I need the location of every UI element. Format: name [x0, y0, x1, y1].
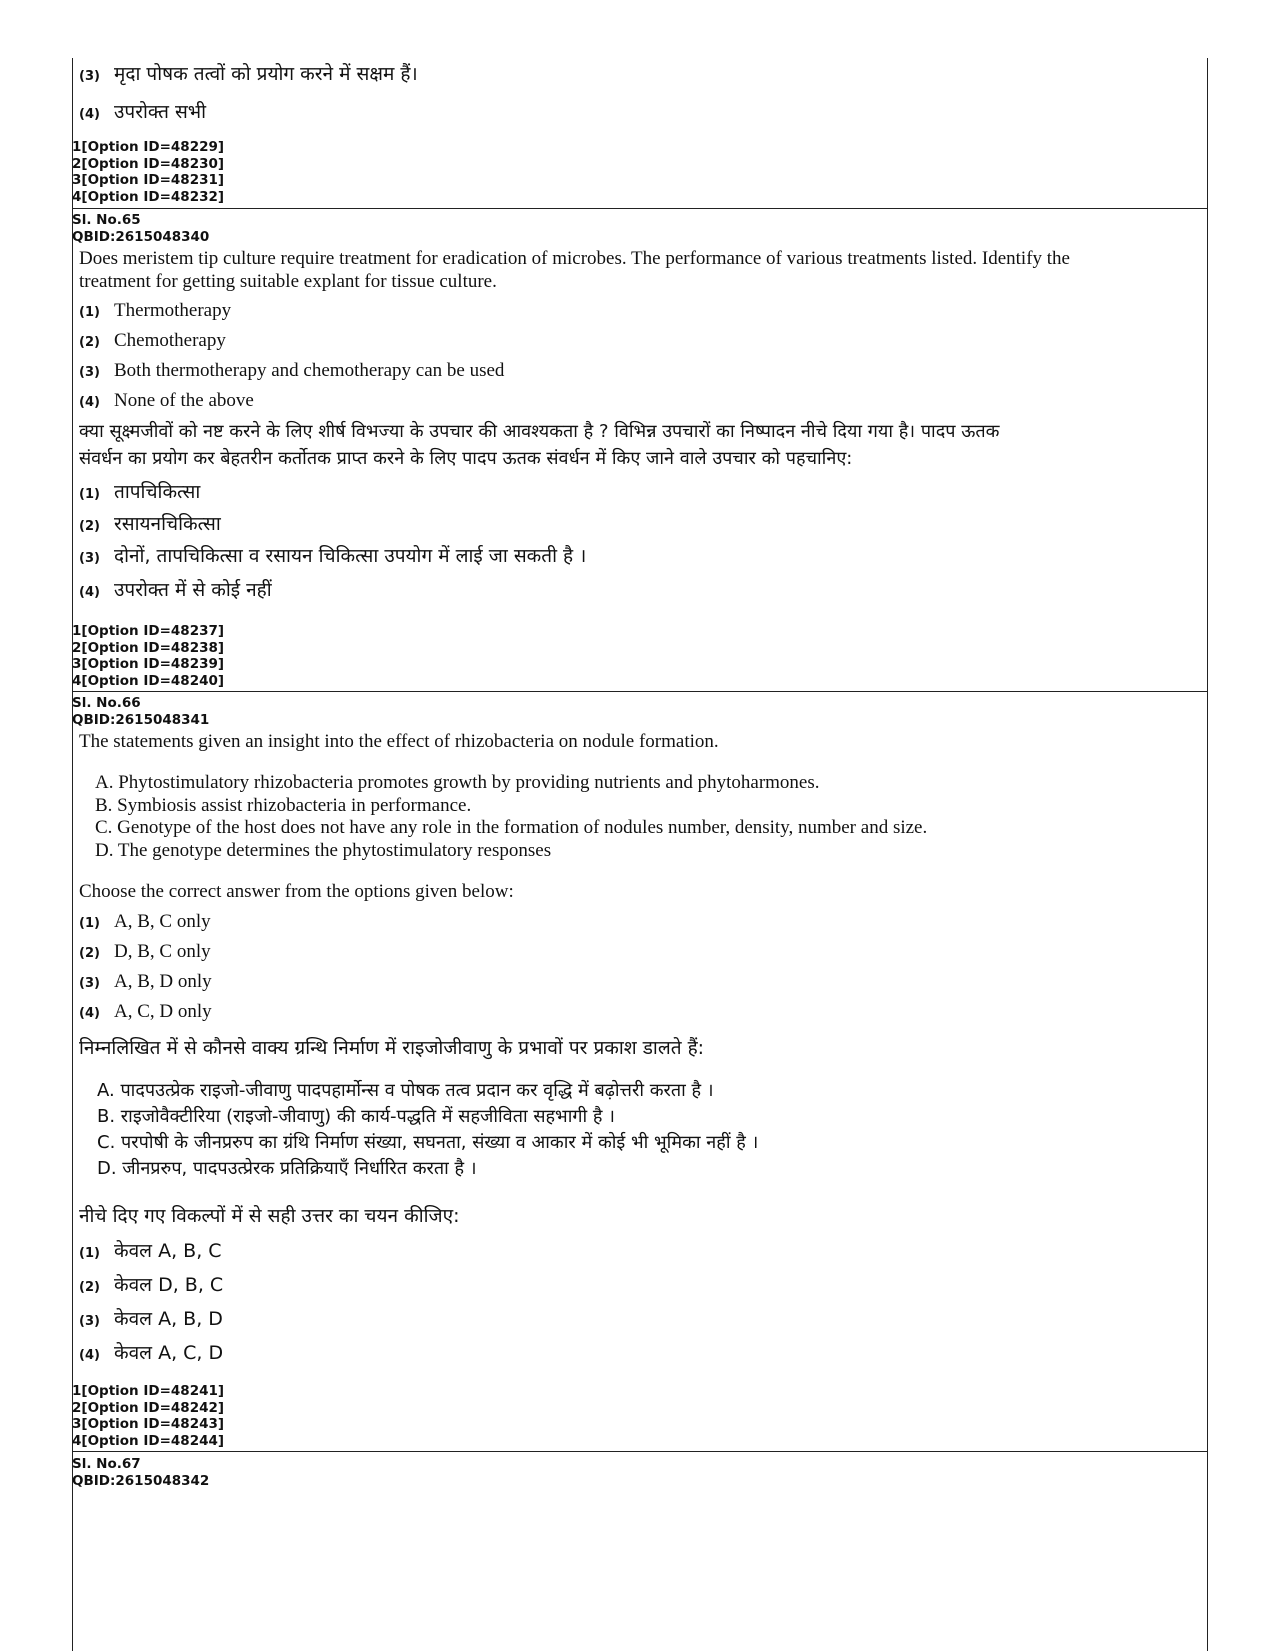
- q66-option-en-2: (2) D, B, C only: [79, 941, 211, 962]
- q65-option-en-4: (4) None of the above: [79, 390, 254, 411]
- q66-option-en-4: (4) A, C, D only: [79, 1001, 212, 1022]
- q65-stem-hi: क्या सूक्ष्मजीवों को नष्ट करने के लिए शीर्ष विभज्या के उपचार की आवश्यकता है ? विभिन्न उपचारों का निष्पादन नीचे दिया गया है। पादप ऊतक संवर्धन का प्रयोग कर बेहतरीन कर्तोतक प्राप्त करने के लिए पादप ऊतक संवर्धन में किए जाने वाले उपचार को पहचानिए:: [79, 421, 1000, 469]
- serial-number: Sl. No.66: [72, 695, 141, 711]
- qbid: QBID:2615048342: [72, 1472, 210, 1489]
- q66-option-hi-1: (1) केवल A, B, C: [79, 1240, 222, 1262]
- q66-choose-hi: नीचे दिए गए विकल्पों में से सही उत्तर का चयन कीजिए:: [79, 1205, 460, 1227]
- divider: [72, 1451, 1208, 1452]
- q66-option-hi-3: (3) केवल A, B, D: [79, 1308, 223, 1330]
- q66-option-ids: 1[Option ID=48241] 2[Option ID=48242] 3[Option ID=48243] 4[Option ID=48244]: [72, 1383, 225, 1449]
- q66-stem-hi: निम्नलिखित में से कौनसे वाक्य ग्रन्थि निर्माण में राइजोजीवाणु के प्रभावों पर प्रकाश डालते हैं:: [79, 1037, 705, 1059]
- serial-number: Sl. No.67: [72, 1456, 141, 1472]
- q64-option-ids: 1[Option ID=48229] 2[Option ID=48230] 3[Option ID=48231] 4[Option ID=48232]: [72, 139, 225, 205]
- q66-option-hi-4: (4) केवल A, C, D: [79, 1342, 224, 1364]
- q66-statements-en: A. Phytostimulatory rhizobacteria promotes growth by providing nutrients and phytoharmones. B. Symbiosis assist rhizobacteria in performance. C. Genotype of the host does not have any role in the formation of nodules number, density, number and size. D. The genotype determines the phytostimulatory responses: [95, 772, 928, 861]
- q65-option-hi-2: (2) रसायनचिकित्सा: [79, 513, 221, 535]
- q66-option-en-3: (3) A, B, D only: [79, 971, 212, 992]
- qbid: QBID:2615048340: [72, 228, 210, 245]
- q65-option-hi-4: (4) उपरोक्त में से कोई नहीं: [79, 579, 272, 601]
- q66-statements-hi: A. पादपउत्प्रेक राइजो-जीवाणु पादपहार्मोन्स व पोषक तत्व प्रदान कर वृद्धि में बढ़ोत्तरी करता है । B. राइजोवैक्टीरिया (राइजो-जीवाणु) की कार्य-पद्धति में सहजीविता सहभागी है । C. परपोषी के जीनप्ररुप का ग्रंथि निर्माण संख्या, सघनता, संख्या व आकार में कोई भी भूमिका नहीं है । D. जीनप्ररुप, पादपउत्प्रेरक प्रतिक्रियाएँ निर्धारित करता है ।: [97, 1080, 759, 1179]
- q66-option-en-1: (1) A, B, C only: [79, 911, 211, 932]
- q65-option-en-2: (2) Chemotherapy: [79, 330, 226, 351]
- q65-option-hi-3: (3) दोनों, तापचिकित्सा व रसायन चिकित्सा उपयोग में लाई जा सकती है ।: [79, 545, 587, 567]
- q64-option-hi-4: (4) उपरोक्त सभी: [79, 101, 207, 123]
- divider: [72, 691, 1208, 692]
- q66-stem-en: The statements given an insight into the effect of rhizobacteria on nodule formation.: [79, 731, 719, 752]
- q65-option-en-3: (3) Both thermotherapy and chemotherapy can be used: [79, 360, 505, 381]
- serial-number: Sl. No.65: [72, 212, 141, 228]
- q64-option-hi-3: (3) मृदा पोषक तत्वों को प्रयोग करने में सक्षम हैं।: [79, 63, 418, 85]
- q66-option-hi-2: (2) केवल D, B, C: [79, 1274, 224, 1296]
- qbid: QBID:2615048341: [72, 711, 210, 728]
- q65-header: [72, 212, 209, 245]
- q66-choose-en: Choose the correct answer from the options given below:: [79, 881, 514, 902]
- q65-option-hi-1: (1) तापचिकित्सा: [79, 481, 201, 503]
- q65-option-ids: 1[Option ID=48237] 2[Option ID=48238] 3[Option ID=48239] 4[Option ID=48240]: [72, 623, 225, 689]
- q65-option-en-1: (1) Thermotherapy: [79, 300, 232, 321]
- divider: [72, 208, 1208, 209]
- q66-header: [72, 695, 209, 728]
- q65-stem-en: Does meristem tip culture require treatment for eradication of microbes. The performance of various treatments listed. Identify the treatment for getting suitable explant for tissue culture.: [79, 248, 1070, 292]
- q67-header: [72, 1456, 209, 1489]
